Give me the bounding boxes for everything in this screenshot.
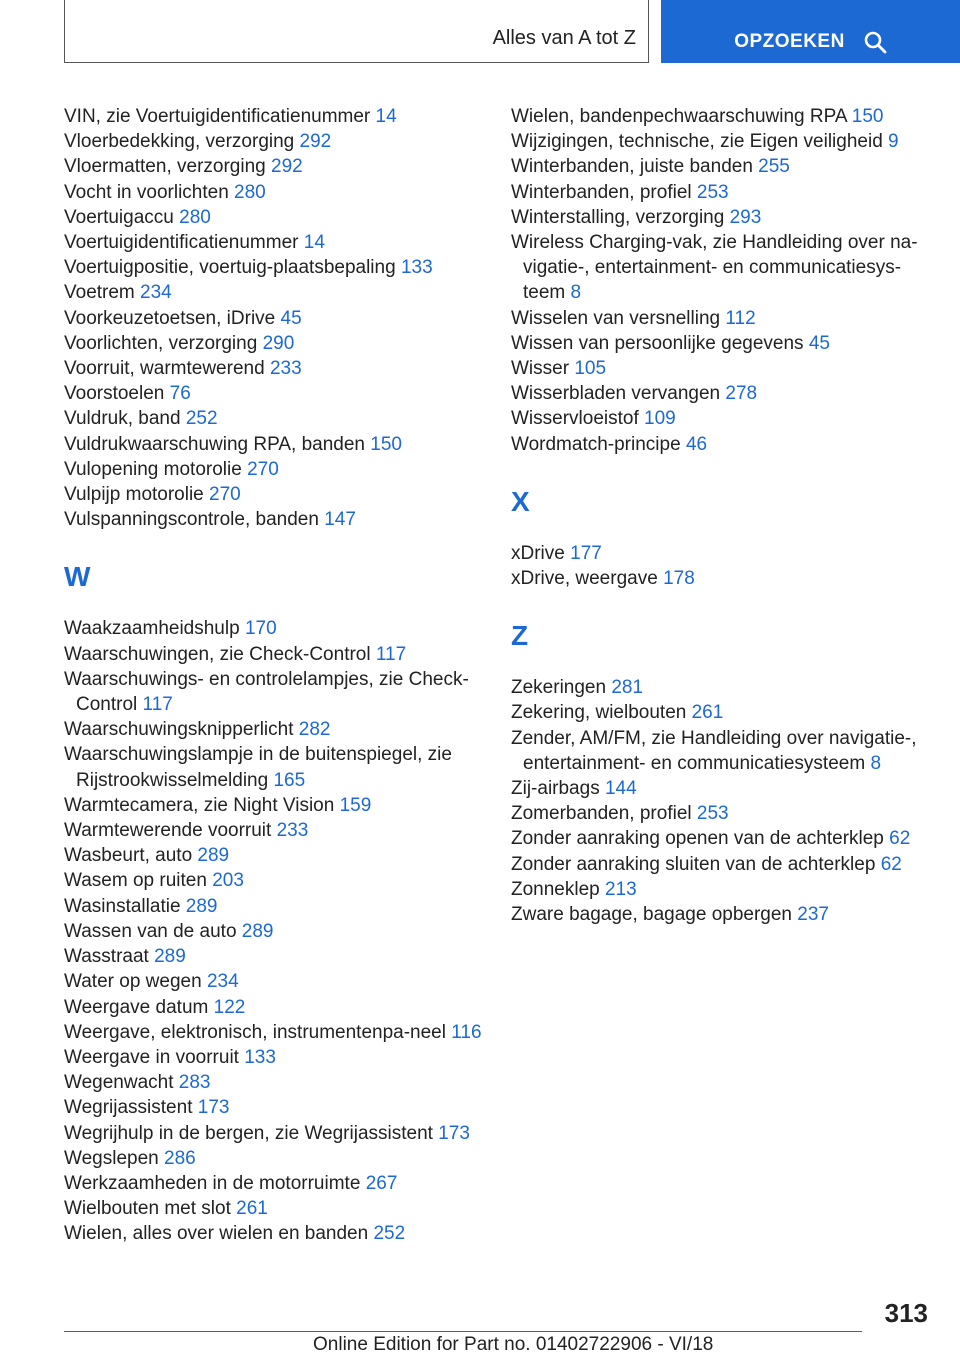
- index-entry-term: Wielen, alles over wielen en banden: [64, 1223, 369, 1245]
- index-entry-term: Warmtecamera, zie Night Vision: [64, 794, 335, 816]
- index-entry-term: Waarschuwingslampje in de buitenspiegel, zie Rijstrookwisselmelding: [64, 744, 452, 791]
- index-entry-term: xDrive: [511, 542, 565, 564]
- section-tab-label: Alles van A tot Z: [492, 27, 636, 49]
- index-entry-term: Wegrijhulp in de bergen, zie Wegrijassistent: [64, 1122, 433, 1144]
- page-link[interactable]: 46: [685, 433, 708, 455]
- index-entry: [511, 675, 931, 700]
- index-entry: [64, 1171, 484, 1196]
- page-link[interactable]: 150: [851, 106, 884, 127]
- index-entry-term: Wassen van de auto: [64, 920, 237, 942]
- page-link[interactable]: 105: [574, 358, 607, 380]
- index-entry-term: Waarschuwingsknipperlicht: [64, 719, 294, 741]
- index-entry-term: Wireless Charging-vak, zie Handleiding over na-vigatie-, entertainment- en communicatiesys-teem: [511, 232, 918, 304]
- page-link[interactable]: 117: [375, 643, 407, 665]
- page-link[interactable]: 8: [570, 282, 582, 304]
- index-entry: [64, 642, 484, 667]
- page-link[interactable]: 117: [142, 694, 173, 716]
- page-link[interactable]: 289: [154, 946, 186, 968]
- page-link[interactable]: 150: [370, 433, 402, 455]
- index-entry-term: Wordmatch-principe: [511, 433, 681, 455]
- page-link[interactable]: 45: [808, 332, 830, 354]
- index-entry: [511, 726, 931, 776]
- index-entry-term: Vulspanningscontrole, banden: [64, 509, 319, 531]
- index-entry: [64, 742, 484, 792]
- page-link[interactable]: 282: [298, 719, 331, 741]
- index-entry: [64, 507, 484, 532]
- index-entry-term: Wielbouten met slot: [64, 1198, 231, 1220]
- index-entry: [64, 154, 484, 179]
- index-entry-term: Wegenwacht: [64, 1072, 174, 1094]
- page-link[interactable]: 203: [212, 870, 244, 892]
- index-entry-term: Wasinstallatie: [64, 895, 181, 917]
- index-entry: [511, 205, 931, 230]
- index-entry: [511, 902, 931, 927]
- index-entry-term: Zomerbanden, profiel: [511, 803, 692, 825]
- index-entry-term: Voorruit, warmtewerend: [64, 358, 265, 380]
- page-link[interactable]: 109: [644, 408, 676, 430]
- index-entry: [511, 541, 931, 566]
- page-link[interactable]: 14: [303, 232, 325, 254]
- page-link[interactable]: 292: [271, 156, 303, 178]
- index-entry-term: Voorlichten, verzorging: [64, 332, 258, 354]
- index-entry: [64, 1020, 484, 1045]
- index-entry-term: Voertuigaccu: [64, 206, 174, 228]
- index-entry: [64, 129, 484, 154]
- index-entry-term: Zij-airbags: [511, 778, 600, 800]
- page-link[interactable]: 290: [262, 332, 295, 354]
- index-entry-term: Zekering, wielbouten: [511, 702, 687, 724]
- index-letter-heading: X: [511, 485, 530, 517]
- index-entry: [511, 381, 931, 406]
- index-entry-term: VIN, zie Voertuigidentificatienummer: [64, 106, 371, 127]
- page-link[interactable]: 293: [729, 206, 762, 228]
- index-entry: [64, 818, 484, 843]
- index-entry-term: Vocht in voorlichten: [64, 181, 229, 203]
- index-entry: [64, 230, 484, 255]
- index-entry: [64, 482, 484, 507]
- index-entry: [64, 1095, 484, 1120]
- index-entry: [64, 894, 484, 919]
- index-entry-term: Vuldrukwaarschuwing RPA, banden: [64, 433, 366, 455]
- index-entry-term: Wasbeurt, auto: [64, 845, 193, 867]
- page-link[interactable]: 289: [197, 845, 230, 867]
- page-link[interactable]: 252: [185, 408, 218, 430]
- index-entry-term: xDrive, weergave: [511, 568, 658, 590]
- index-entry-term: Vloermatten, verzorging: [64, 156, 266, 178]
- page-link[interactable]: 267: [365, 1172, 398, 1194]
- page-link[interactable]: 237: [797, 904, 829, 926]
- search-icon: [863, 30, 887, 54]
- index-entry: [64, 868, 484, 893]
- index-entry: [64, 331, 484, 356]
- index-entry: [64, 667, 484, 717]
- index-entry-term: Vuldruk, band: [64, 408, 181, 430]
- page-link[interactable]: 234: [140, 282, 172, 304]
- page-link[interactable]: 170: [244, 618, 277, 640]
- index-entry: [511, 331, 931, 356]
- section-tab[interactable]: [64, 0, 649, 63]
- page-link[interactable]: 177: [570, 542, 602, 564]
- page-link[interactable]: 233: [276, 820, 309, 842]
- page-link[interactable]: 173: [197, 1097, 230, 1119]
- page-link[interactable]: 286: [164, 1147, 196, 1169]
- index-letter-heading: Z: [511, 620, 529, 652]
- index-entry-term: Zonder aanraking openen van de achterklep: [511, 828, 884, 850]
- index-entry-term: Zware bagage, bagage opbergen: [511, 904, 793, 926]
- search-button-label: OPZOEKEN: [734, 30, 845, 52]
- page-link[interactable]: 9: [888, 131, 899, 153]
- page-link[interactable]: 253: [696, 803, 729, 825]
- index-entry: [511, 826, 931, 851]
- page-link[interactable]: 292: [299, 131, 332, 153]
- footer-divider: [64, 1331, 862, 1332]
- index-entry-term: Winterstalling, verzorging: [511, 206, 725, 228]
- page-link[interactable]: 62: [889, 828, 911, 850]
- index-entry: [64, 1070, 484, 1095]
- index-entry-term: Voetrem: [64, 282, 135, 304]
- index-entry-term: Voertuigpositie, voertuig-plaatsbepaling: [64, 257, 396, 279]
- index-entry: [511, 356, 931, 381]
- search-button[interactable]: [661, 0, 960, 63]
- page-number: 313: [884, 1298, 928, 1328]
- index-entry-term: Winterbanden, profiel: [511, 181, 692, 203]
- page-link[interactable]: 112: [725, 307, 756, 329]
- index-entry-term: Wasstraat: [64, 946, 149, 968]
- index-entry: [511, 801, 931, 826]
- index-entry: [511, 129, 931, 154]
- index-entry: [64, 180, 484, 205]
- index-entry: [511, 852, 931, 877]
- index-entry-term: Voorstoelen: [64, 383, 165, 405]
- index-entry: [511, 432, 931, 457]
- index-entry: [64, 1196, 484, 1221]
- page-link[interactable]: 261: [691, 702, 724, 724]
- page-link[interactable]: 133: [400, 257, 433, 279]
- page-link[interactable]: 173: [438, 1122, 470, 1144]
- index-entry: [64, 717, 484, 742]
- index-column-left: [64, 104, 484, 1247]
- index-entry-term: Weergave in voorruit: [64, 1046, 239, 1068]
- index-entry: [511, 306, 931, 331]
- index-entry-term: Wissen van persoonlijke gegevens: [511, 332, 804, 354]
- index-entry: [64, 843, 484, 868]
- index-entry-term: Wisservloeistof: [511, 408, 639, 430]
- index-entry-term: Waakzaamheidshulp: [64, 618, 240, 640]
- index-entry-term: Vulopening motorolie: [64, 458, 242, 480]
- page-link[interactable]: 255: [758, 156, 790, 178]
- index-entry-term: Werkzaamheden in de motorruimte: [64, 1172, 361, 1194]
- index-entry-term: Wegslepen: [64, 1147, 159, 1169]
- index-entry: [511, 877, 931, 902]
- index-entry-term: Winterbanden, juiste banden: [511, 156, 753, 178]
- page-link[interactable]: 252: [373, 1223, 406, 1245]
- index-entry-term: Weergave datum: [64, 996, 209, 1018]
- index-entry: [511, 104, 931, 129]
- index-entry: [64, 457, 484, 482]
- index-entry-term: Weergave, elektronisch, instrumentenpa-neel: [64, 1021, 446, 1043]
- index-entry: [64, 1146, 484, 1171]
- page-link[interactable]: 45: [280, 307, 302, 329]
- index-entry: [511, 406, 931, 431]
- index-entry-term: Wielen, bandenpechwaarschuwing RPA: [511, 106, 847, 127]
- index-entry-term: Wegrijassistent: [64, 1097, 193, 1119]
- page-link[interactable]: 159: [339, 794, 372, 816]
- index-entry: [64, 255, 484, 280]
- index-entry: [64, 1045, 484, 1070]
- index-entry: [64, 793, 484, 818]
- index-letter-heading: W: [64, 561, 91, 593]
- index-entry-term: Wisser: [511, 358, 570, 380]
- index-entry: [64, 995, 484, 1020]
- page-link[interactable]: 178: [663, 568, 695, 590]
- index-entry-term: Voertuigidentificatienummer: [64, 232, 299, 254]
- page-link[interactable]: 289: [241, 920, 274, 942]
- page-link[interactable]: 270: [209, 484, 241, 506]
- index-entry-term: Vloerbedekking, verzorging: [64, 131, 295, 153]
- index-entry-term: Zonneklep: [511, 878, 600, 900]
- index-entry: [64, 205, 484, 230]
- index-entry: [64, 616, 484, 641]
- index-entry: [511, 154, 931, 179]
- index-entry: [511, 566, 931, 591]
- index-entry: [64, 944, 484, 969]
- page-link[interactable]: 253: [696, 181, 729, 203]
- index-entry-term: Water op wegen: [64, 971, 202, 993]
- page-link[interactable]: 14: [375, 106, 397, 127]
- index-entry: [64, 1221, 484, 1246]
- page-link[interactable]: 116: [451, 1021, 482, 1043]
- index-entry: [511, 776, 931, 801]
- page-link[interactable]: 270: [247, 458, 279, 480]
- index-entry-term: Wisselen van versnelling: [511, 307, 721, 329]
- page-link[interactable]: 213: [605, 878, 637, 900]
- index-entry: [511, 700, 931, 725]
- index-entry-term: Wijzigingen, technische, zie Eigen veiligheid: [511, 131, 883, 153]
- page-link[interactable]: 133: [244, 1046, 276, 1068]
- index-entry-term: Waarschuwings- en controlelampjes, zie Check-Control: [64, 668, 469, 716]
- index-entry-term: Voorkeuzetoetsen, iDrive: [64, 307, 276, 329]
- index-entry: [64, 306, 484, 331]
- index-entry-term: Waarschuwingen, zie Check-Control: [64, 643, 371, 665]
- index-entry: [64, 280, 484, 305]
- index-entry: [511, 230, 931, 306]
- page-link[interactable]: 76: [169, 383, 191, 405]
- index-entry: [64, 406, 484, 431]
- index-entry-term: Vulpijp motorolie: [64, 484, 204, 506]
- index-entry: [64, 432, 484, 457]
- page-link[interactable]: 122: [213, 996, 246, 1018]
- index-entry: [511, 180, 931, 205]
- index-entry-term: Zender, AM/FM, zie Handleiding over navigatie-, entertainment- en communicatiesysteem: [511, 727, 917, 774]
- index-entry-term: Wasem op ruiten: [64, 870, 207, 892]
- page-link[interactable]: 233: [269, 358, 302, 380]
- page-link[interactable]: 280: [234, 181, 266, 203]
- page-link[interactable]: 165: [273, 769, 306, 791]
- index-entry: [64, 104, 484, 129]
- index-entry-term: Zekeringen: [511, 677, 607, 699]
- index-entry: [64, 919, 484, 944]
- edition-text: Online Edition for Part no. 01402722906 - VI/18: [313, 1334, 714, 1355]
- index-entry-term: Zonder aanraking sluiten van de achterklep: [511, 853, 876, 875]
- page-link[interactable]: 234: [206, 971, 239, 993]
- page-link[interactable]: 281: [611, 677, 644, 699]
- page-link[interactable]: 8: [870, 752, 882, 774]
- page-link[interactable]: 278: [725, 383, 758, 405]
- index-entry: [64, 381, 484, 406]
- index-column-right: [511, 104, 931, 927]
- index-entry: [64, 356, 484, 381]
- index-entry-term: Warmtewerende voorruit: [64, 820, 272, 842]
- page-link[interactable]: 280: [179, 206, 211, 228]
- index-entry: [64, 969, 484, 994]
- page-link[interactable]: 144: [604, 778, 637, 800]
- page-link[interactable]: 261: [236, 1198, 268, 1220]
- page-link[interactable]: 283: [178, 1072, 211, 1094]
- index-entry-term: Wisserbladen vervangen: [511, 383, 721, 405]
- page-link[interactable]: 289: [185, 895, 218, 917]
- page-link[interactable]: 147: [324, 509, 356, 531]
- index-entry: [64, 1121, 484, 1146]
- page-link[interactable]: 62: [880, 853, 902, 875]
